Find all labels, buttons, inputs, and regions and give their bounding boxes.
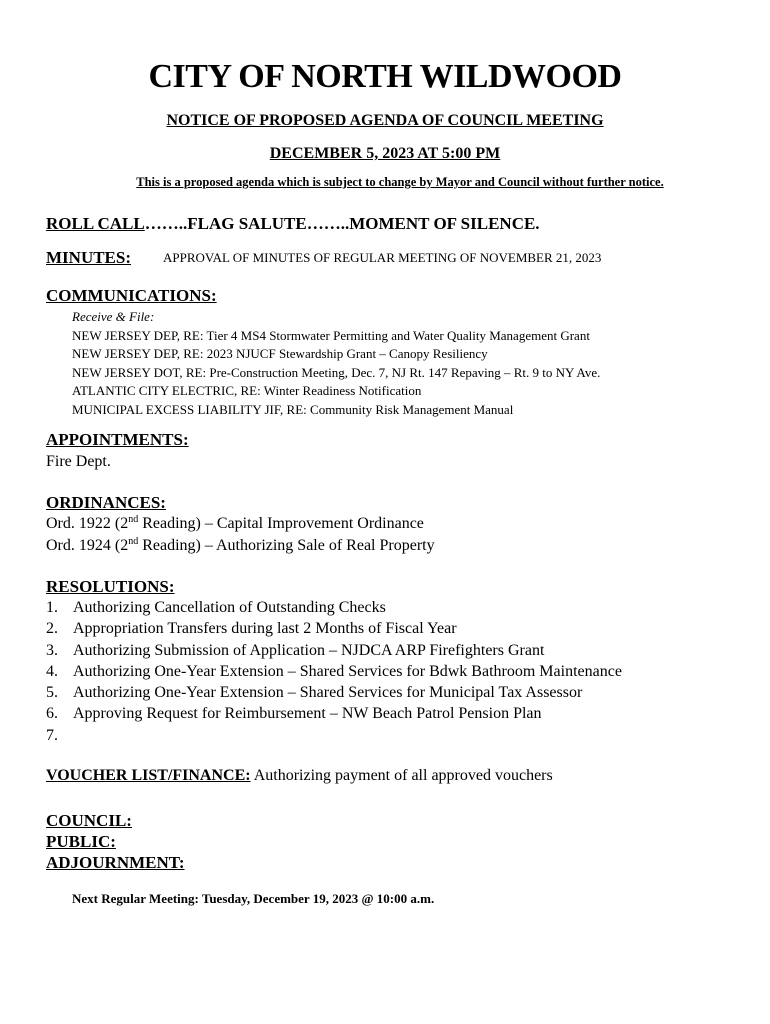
document-subtitle: NOTICE OF PROPOSED AGENDA OF COUNCIL MEETING bbox=[166, 112, 604, 129]
list-item: 2. Appropriation Transfers during last 2 Months of Fiscal Year bbox=[46, 620, 457, 638]
ordinances-heading: ORDINANCES: bbox=[46, 493, 166, 512]
document-title: CITY OF NORTH WILDWOOD bbox=[148, 58, 622, 95]
ordinances-list bbox=[46, 513, 435, 557]
minutes-section bbox=[46, 248, 602, 268]
voucher-section bbox=[46, 767, 553, 785]
appointments-heading: APPOINTMENTS: bbox=[46, 430, 189, 449]
voucher-label: VOUCHER LIST/FINANCE: bbox=[46, 767, 251, 784]
public-heading: PUBLIC: bbox=[46, 832, 116, 851]
list-item: 6. Approving Request for Reimbursement – NW Beach Patrol Pension Plan bbox=[46, 705, 542, 723]
next-meeting: Next Regular Meeting: Tuesday, December 19, 2023 @ 10:00 a.m. bbox=[72, 891, 435, 906]
roll-call-label: ROLL CALL bbox=[46, 214, 145, 233]
list-item: 3. Authorizing Submission of Application – NJDCA ARP Firefighters Grant bbox=[46, 641, 545, 659]
receive-file-label: Receive & File: bbox=[72, 309, 155, 324]
adjournment-heading: ADJOURNMENT: bbox=[46, 853, 185, 872]
list-item: 7. bbox=[46, 726, 58, 744]
list-item: ATLANTIC CITY ELECTRIC, RE: Winter Readiness Notification bbox=[72, 383, 422, 398]
voucher-text: Authorizing payment of all approved vouchers bbox=[250, 767, 553, 784]
list-item: 1. Authorizing Cancellation of Outstanding Checks bbox=[46, 599, 386, 616]
disclaimer: This is a proposed agenda which is subject to change by Mayor and Council without further notice. bbox=[136, 175, 664, 189]
roll-call-rest: ……..FLAG SALUTE……..MOMENT OF SILENCE. bbox=[144, 214, 540, 233]
resolutions-list bbox=[46, 597, 622, 746]
list-item: NEW JERSEY DOT, RE: Pre-Construction Meeting, Dec. 7, NJ Rt. 147 Repaving – Rt. 9 to NY Ave. bbox=[72, 364, 601, 380]
roll-call-line bbox=[46, 214, 540, 234]
list-item: MUNICIPAL EXCESS LIABILITY JIF, RE: Community Risk Management Manual bbox=[72, 401, 514, 417]
closing-headings bbox=[46, 810, 185, 873]
minutes-text: APPROVAL OF MINUTES OF REGULAR MEETING OF NOVEMBER 21, 2023 bbox=[163, 250, 602, 265]
communications-heading: COMMUNICATIONS: bbox=[46, 286, 217, 305]
minutes-label: MINUTES: bbox=[46, 248, 132, 267]
council-heading: COUNCIL: bbox=[46, 811, 132, 830]
resolutions-heading: RESOLUTIONS: bbox=[46, 577, 175, 596]
list-item: 5. Authorizing One-Year Extension – Shared Services for Municipal Tax Assessor bbox=[46, 684, 583, 702]
meeting-date: DECEMBER 5, 2023 AT 5:00 PM bbox=[269, 145, 501, 162]
appointments-text: Fire Dept. bbox=[46, 453, 111, 470]
list-item: NEW JERSEY DEP, RE: Tier 4 MS4 Stormwater Permitting and Water Quality Management Grant bbox=[72, 327, 590, 343]
list-item: NEW JERSEY DEP, RE: 2023 NJUCF Stewardship Grant – Canopy Resiliency bbox=[72, 346, 488, 361]
communications-list bbox=[72, 308, 600, 419]
list-item: 4. Authorizing One-Year Extension – Shared Services for Bdwk Bathroom Maintenance bbox=[46, 662, 622, 680]
list-item: Ord. 1922 (2nd Reading) – Capital Improvement Ordinance bbox=[46, 514, 424, 532]
list-item: Ord. 1924 (2nd Reading) – Authorizing Sale of Real Property bbox=[46, 536, 435, 554]
